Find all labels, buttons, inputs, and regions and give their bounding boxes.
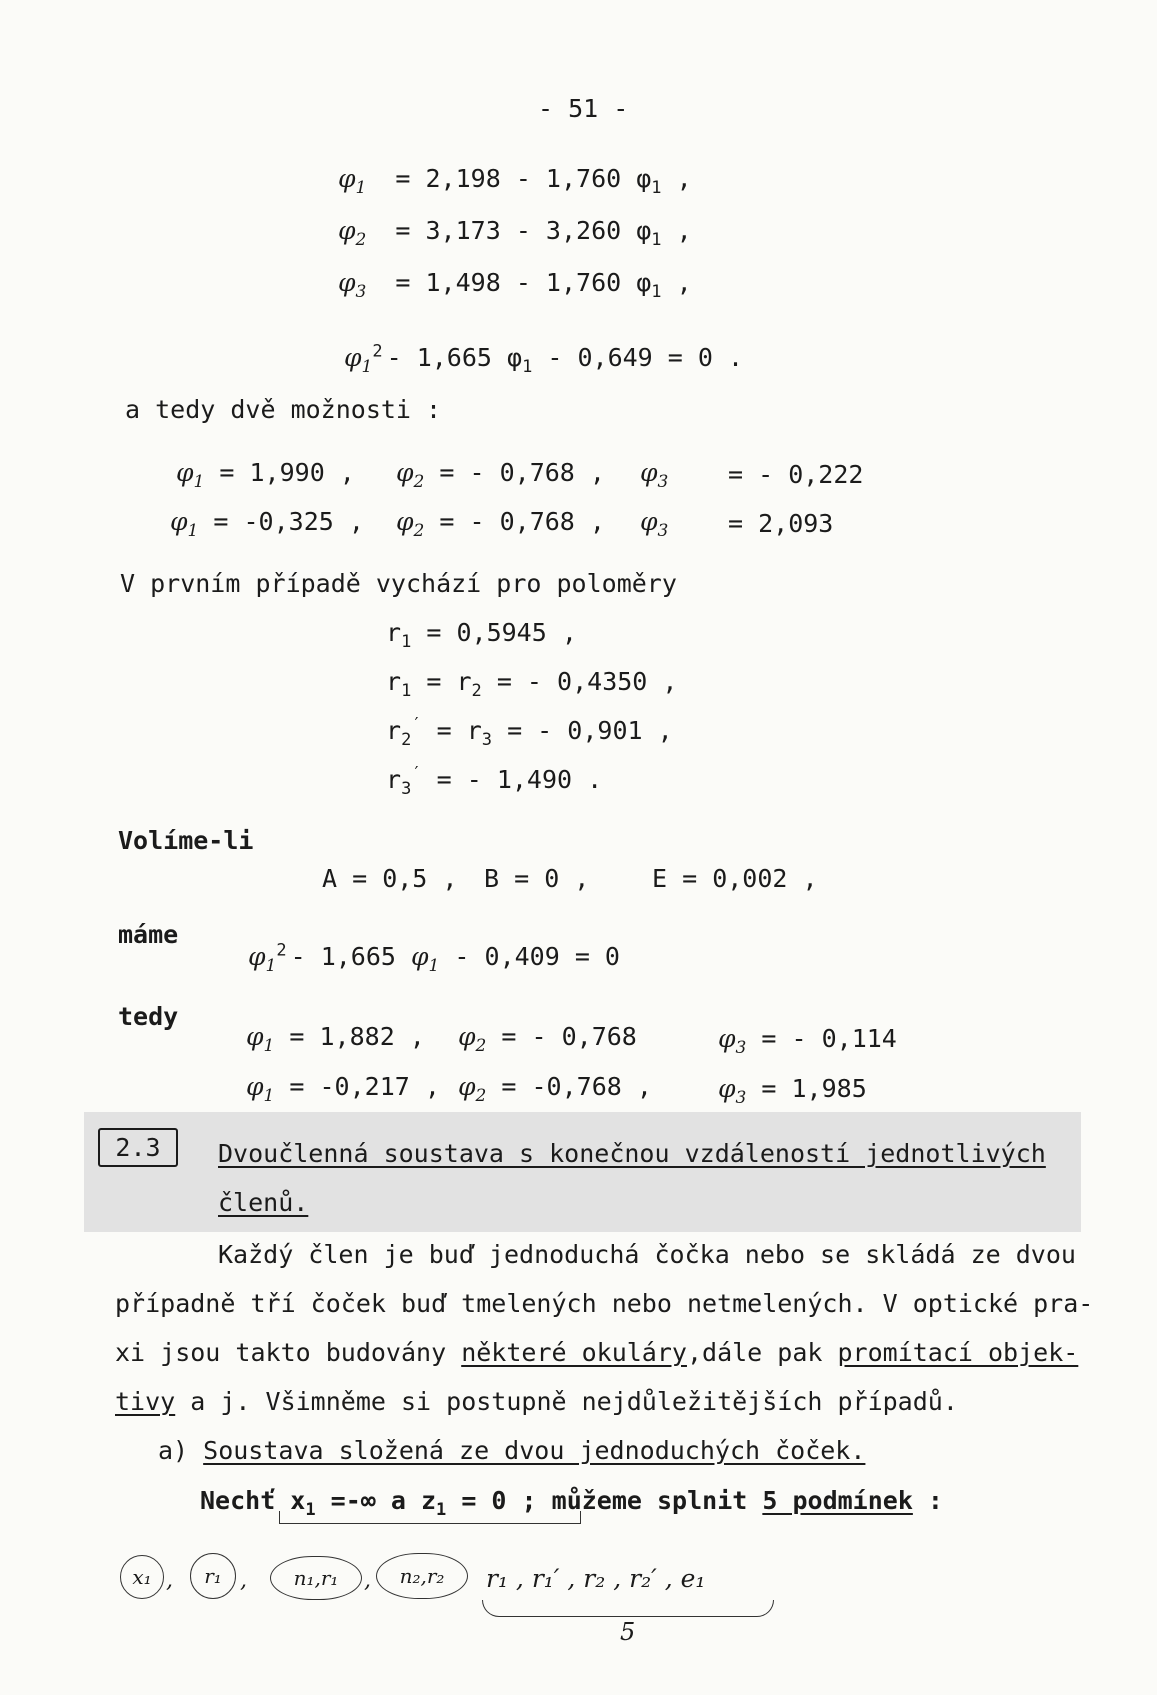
option-row: $\varphi_2$ = - 0,768	[458, 1022, 637, 1056]
option-row: $\varphi_3$ = - 0,114	[718, 1024, 897, 1058]
handwritten-brace	[482, 1600, 774, 1617]
comma: ,	[364, 1568, 371, 1593]
comma: ,	[240, 1568, 247, 1593]
section-title-line-2: členů.	[218, 1188, 309, 1217]
text-first-case: V prvním případě vychází pro poloměry	[120, 569, 677, 598]
radius-line: $r_2' = r_3$ = - 0,901 ,	[386, 714, 673, 750]
handwritten-variables: r₁ , r₁′ , r₂ , r₂′ , e₁	[486, 1564, 706, 1593]
circled-variable: n₂,r₂	[376, 1553, 468, 1599]
option-row: $\varphi_1 = 1,990$ ,	[176, 458, 355, 492]
radius-line: $r_3'$ = - 1,490 .	[386, 763, 603, 799]
comma: ,	[166, 1568, 173, 1593]
paragraph-line: případně tří čoček buď tmelených nebo netmelených. V optické pra-	[115, 1289, 1094, 1318]
option-row: $\varphi_3 = 1,985$	[718, 1074, 867, 1108]
circled-variable: x₁	[120, 1555, 164, 1599]
text-volime: Volíme-li	[118, 826, 254, 855]
option-value: = 2,093	[728, 509, 834, 538]
param-a: A = 0,5 ,	[322, 864, 458, 893]
option-row: $\varphi_3$	[640, 507, 669, 541]
paragraph-line: xi jsou takto budovány některé okuláry,dále pak promítací objek-	[115, 1338, 1079, 1367]
condition-line: Nechť $x_1$ =-∞ a $z_1 = 0$ ; můžeme splnit 5 podmínek :	[200, 1486, 943, 1520]
radius-line: $r_1 = r_2$ = - 0,4350 ,	[386, 667, 678, 701]
text-two-options: a tedy dvě možnosti :	[125, 395, 442, 424]
equation-line: $\varphi_2 = 3,173 - 3,260$ $\varphi_1$ ,	[338, 216, 692, 250]
handwritten-count: 5	[620, 1618, 636, 1646]
handwritten-bracket	[279, 1511, 581, 1524]
option-row: $\varphi_1 = -0,217$ ,	[246, 1072, 440, 1106]
quadratic-equation: $\varphi_1^2 - 1,665$ $\varphi_1 - 0,649 = 0$ .	[344, 341, 744, 377]
paragraph-line: tivy a j. Všimněme si postupně nejdůležitějších případů.	[115, 1387, 958, 1416]
circled-variable: n₁,r₁	[270, 1556, 362, 1600]
page-number: - 51 -	[538, 94, 629, 123]
section-title-line-1: Dvoučlenná soustava s konečnou vzdáleností jednotlivých	[218, 1139, 1046, 1168]
text-mame: máme	[118, 920, 179, 949]
section-number-box: 2.3	[98, 1128, 178, 1167]
option-row: $\varphi_1 = 1,882$ ,	[246, 1022, 425, 1056]
paragraph-line: Každý člen je buď jednoduchá čočka nebo se skládá ze dvou	[218, 1240, 1076, 1269]
option-row: $\varphi_2$ = - 0,768 ,	[396, 507, 605, 541]
option-row: $\varphi_3$	[640, 458, 669, 492]
equation-line: $\varphi_3 = 1,498 - 1,760$ $\varphi_1$ ,	[338, 268, 692, 302]
radius-line: $r_1 = 0,5945$ ,	[386, 618, 577, 652]
text-tedy: tedy	[118, 1002, 179, 1031]
equation-line: $\varphi_1 = 2,198 - 1,760$ $\varphi_1$ ,	[338, 164, 692, 198]
param-b: B = 0 ,	[484, 864, 590, 893]
option-value: = - 0,222	[728, 460, 864, 489]
option-row: $\varphi_2$ = - 0,768 ,	[396, 458, 605, 492]
param-e: E = 0,002 ,	[652, 864, 818, 893]
option-row: $\varphi_1 = -0,325$ ,	[170, 507, 364, 541]
item-a: a) Soustava složená ze dvou jednoduchých čoček.	[158, 1436, 866, 1465]
option-row: $\varphi_2 = -0,768$ ,	[458, 1072, 652, 1106]
circled-variable: r₁	[190, 1553, 236, 1599]
quadratic-equation-2: $\varphi_1^2 - 1,665$ $\varphi_1 - 0,409 = 0$	[248, 940, 620, 976]
